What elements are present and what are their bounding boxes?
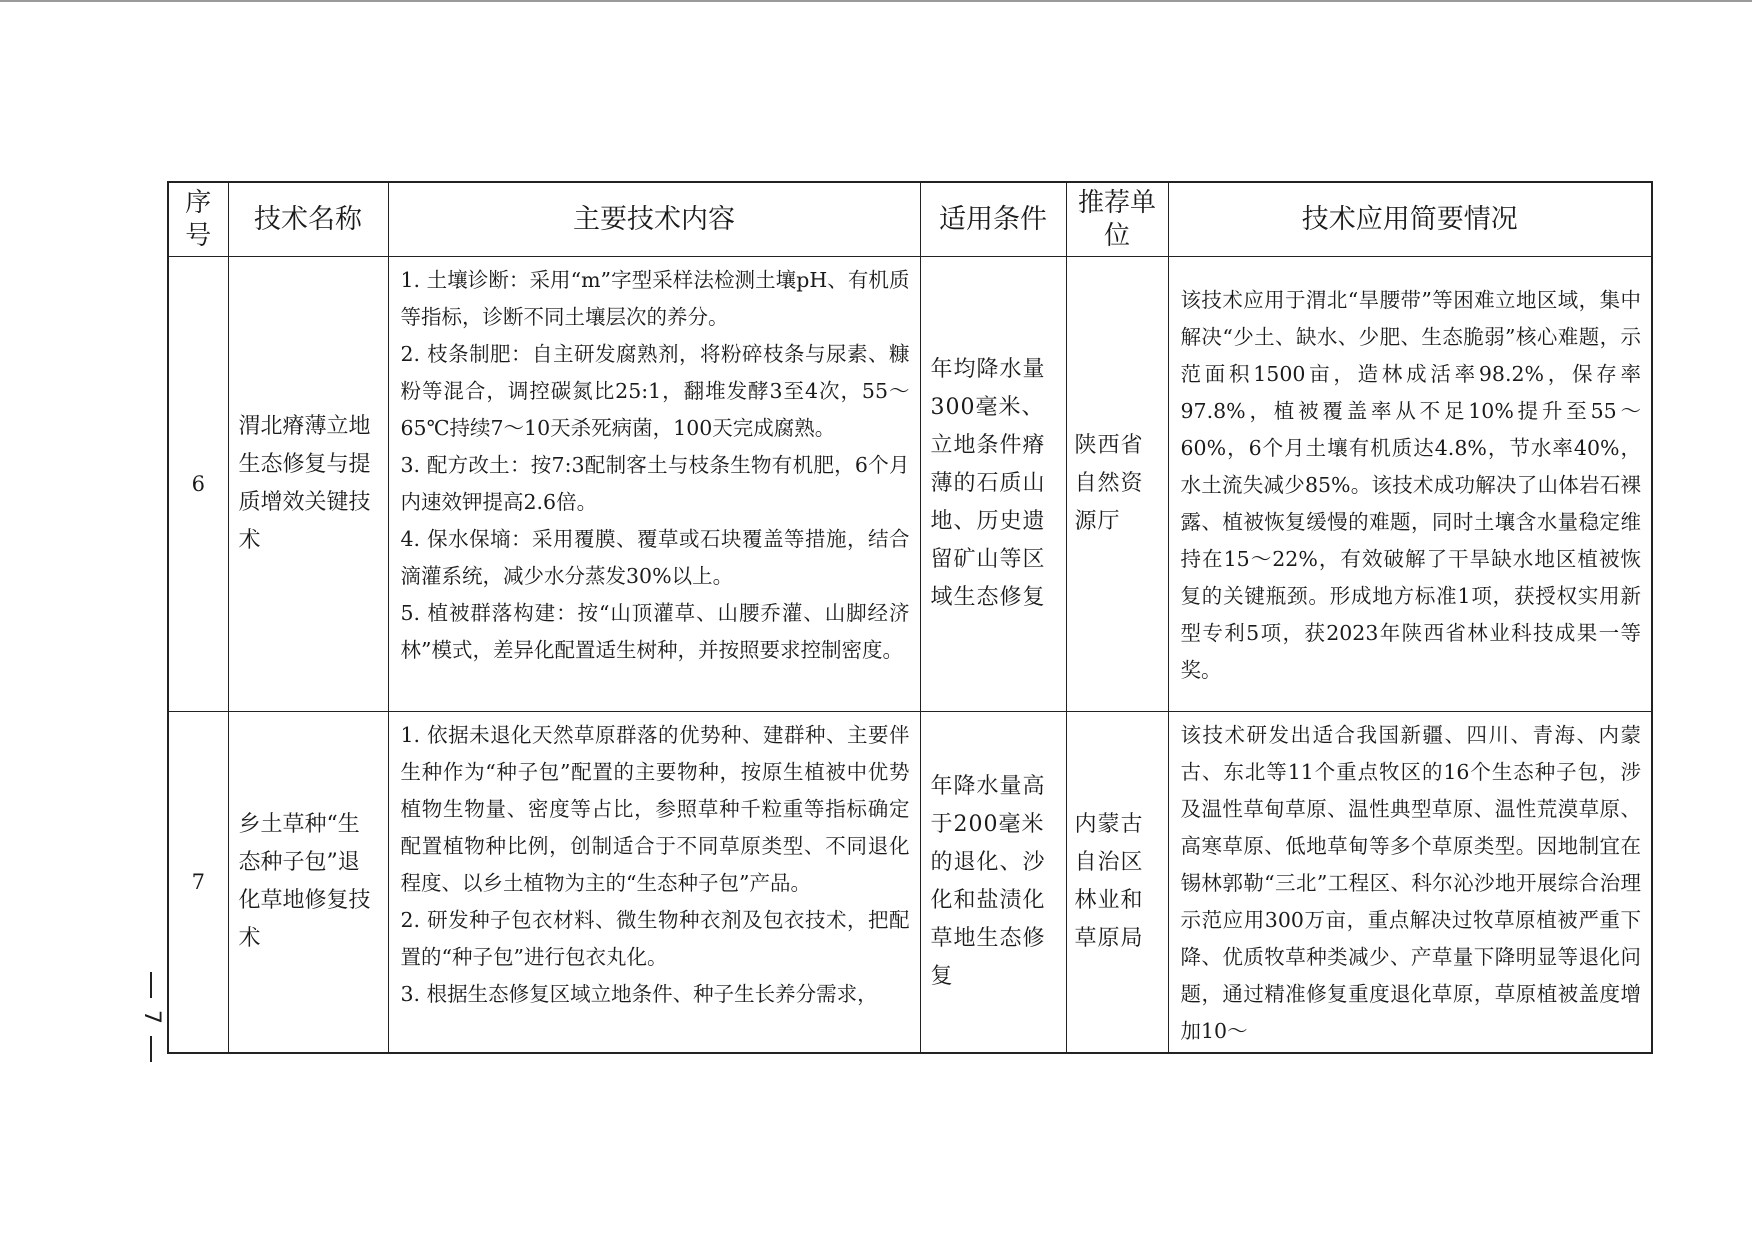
technology-table-container: [167, 181, 1651, 1054]
technology-table: [167, 181, 1653, 1054]
content-item: 5. 植被群落构建：按“山顶灌草、山腰乔灌、山脚经济林”模式，差异化配置适生树种，并按照要求控制密度。: [400, 601, 910, 662]
row-index: 6: [168, 257, 228, 712]
content-item: 3. 根据生态修复区域立地条件、种子生长养分需求，: [400, 982, 878, 1006]
content-item: 1. 依据未退化天然草原群落的优势种、建群种、主要伴生种作为“种子包”配置的主要物种，按原生植被中优势植物生物量、密度等占比，参照草种千粒重等指标确定配置植物种比例，创制适合于不同草原类型、不同退化程度、以乡土植物为主的“生态种子包”产品。: [400, 723, 910, 895]
table-header-row: [168, 182, 1652, 257]
application-summary: 该技术研发出适合我国新疆、四川、青海、内蒙古、东北等11个重点牧区的16个生态种子包，涉及温性草甸草原、温性典型草原、温性荒漠草原、高寒草原、低地草甸等多个草原类型。因地制宜在锡林郭勒“三北”工程区、科尔沁沙地开展综合治理示范应用300万亩，重点解决过牧草原植被严重下降、优质牧草种类减少、产草量下降明显等退化问题，通过精准修复重度退化草原，草原植被盖度增加10～: [1168, 712, 1652, 1054]
header-conditions: 适用条件: [920, 182, 1066, 257]
recommending-unit: 内蒙古自治区林业和草原局: [1066, 712, 1168, 1054]
page-number-dash: [150, 1036, 152, 1062]
applicable-conditions: 年均降水量300毫米、立地条件瘠薄的石质山地、历史遗留矿山等区域生态修复: [920, 257, 1066, 712]
top-border-line: [0, 0, 1752, 2]
header-name: 技术名称: [228, 182, 388, 257]
technology-name: 渭北瘠薄立地生态修复与提质增效关键技术: [228, 257, 388, 712]
technology-content: [388, 257, 920, 712]
content-item: 3. 配方改土：按7:3配制客土与枝条生物有机肥，6个月内速效钾提高2.6倍。: [400, 453, 910, 514]
technology-name: 乡土草种“生态种子包”退化草地修复技术: [228, 712, 388, 1054]
content-item: 2. 研发种子包衣材料、微生物种衣剂及包衣技术，把配置的“种子包”进行包衣丸化。: [400, 908, 910, 969]
recommending-unit: 陕西省自然资源厅: [1066, 257, 1168, 712]
header-application: 技术应用简要情况: [1168, 182, 1652, 257]
row-index: 7: [168, 712, 228, 1054]
application-summary: 该技术应用于渭北“旱腰带”等困难立地区域，集中解决“少土、缺水、少肥、生态脆弱”核心难题，示范面积1500亩，造林成活率98.2%，保存率97.8%，植被覆盖率从不足10%提升至55～60%，6个月土壤有机质达4.8%，节水率40%，水土流失减少85%。该技术成功解决了山体岩石裸露、植被恢复缓慢的难题，同时土壤含水量稳定维持在15～22%，有效破解了干旱缺水地区植被恢复的关键瓶颈。形成地方标准1项，获授权实用新型专利5项，获2023年陕西省林业科技成果一等奖。: [1168, 257, 1652, 712]
content-item: 1. 土壤诊断：采用“m”字型采样法检测土壤pH、有机质等指标，诊断不同土壤层次的养分。: [400, 268, 910, 329]
technology-content: [388, 712, 920, 1054]
table-row: [168, 712, 1652, 1054]
page-number-marker: [139, 972, 164, 1072]
content-item: 4. 保水保墒：采用覆膜、覆草或石块覆盖等措施，结合滴灌系统，减少水分蒸发30%以上。: [400, 527, 910, 588]
header-content: 主要技术内容: [388, 182, 920, 257]
applicable-conditions: 年降水量高于200毫米的退化、沙化和盐渍化草地生态修复: [920, 712, 1066, 1054]
page-number-dash: [150, 972, 152, 998]
page-number: 7: [139, 1010, 164, 1024]
table-row: [168, 257, 1652, 712]
content-item: 2. 枝条制肥：自主研发腐熟剂，将粉碎枝条与尿素、糠粉等混合，调控碳氮比25:1，翻堆发酵3至4次，55～65℃持续7～10天杀死病菌，100天完成腐熟。: [400, 342, 910, 440]
header-index: 序号: [168, 182, 228, 257]
header-unit: 推荐单位: [1066, 182, 1168, 257]
